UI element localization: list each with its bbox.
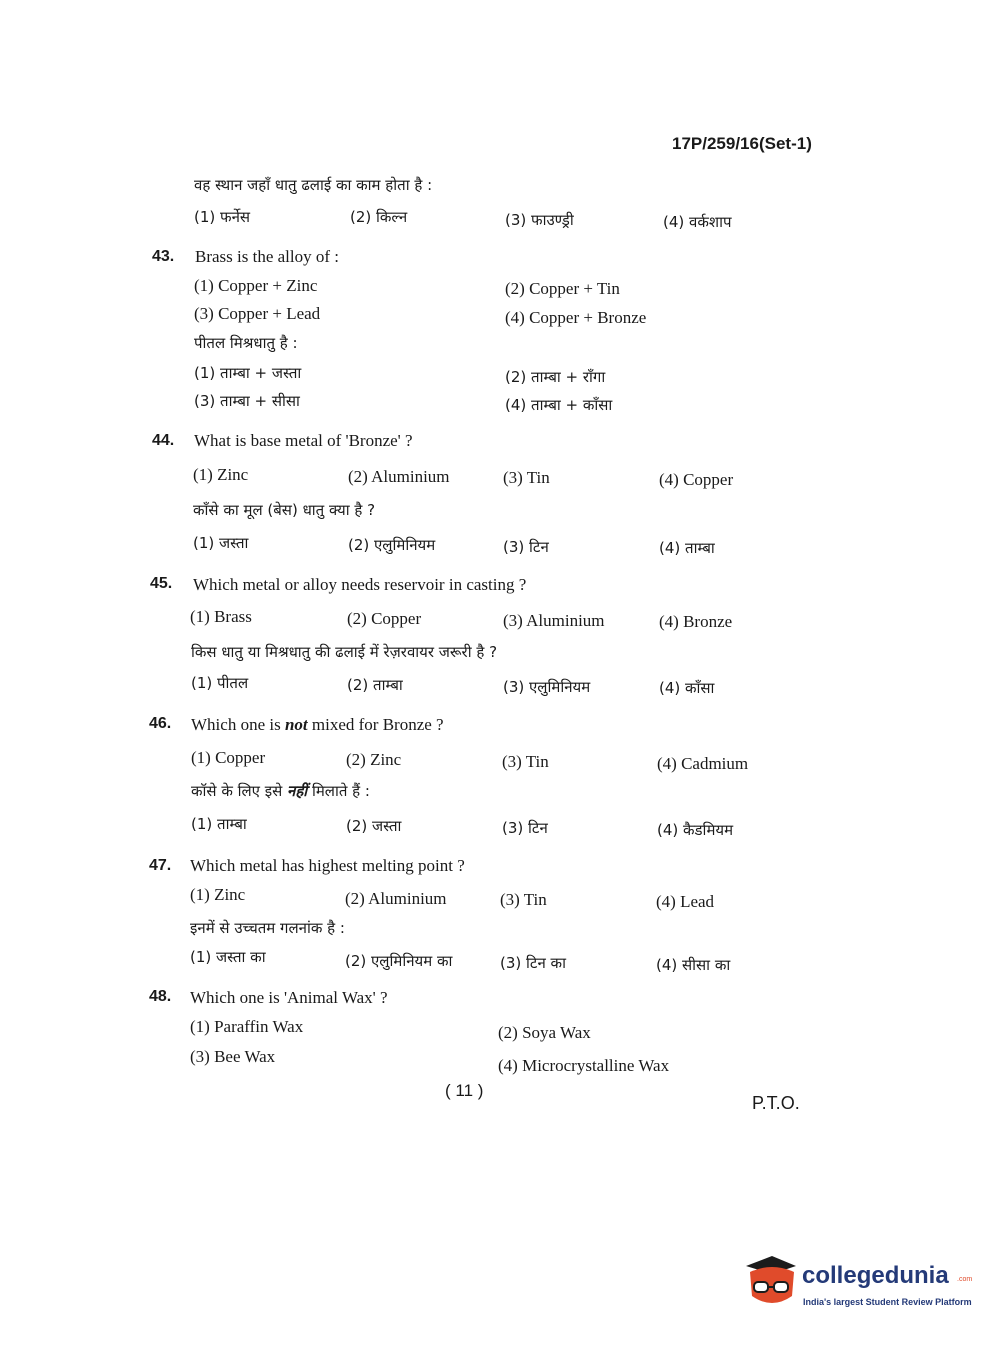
q47-hindi-text: इनमें से उच्चतम गलनांक है : <box>190 919 345 937</box>
q45-hindi-option-4: (4) काँसा <box>659 679 715 697</box>
q42-hindi-option-2: (2) किल्न <box>350 208 408 226</box>
q48-option-2: (2) Soya Wax <box>498 1023 591 1042</box>
q42-hindi-text: वह स्थान जहाँ धातु ढलाई का काम होता है : <box>194 176 433 194</box>
q45-hindi-text: किस धातु या मिश्रधातु की ढलाई में रेज़रवायर जरूरी है ? <box>191 643 498 661</box>
q43-hindi-option-2: (2) ताम्बा + राँगा <box>505 368 606 386</box>
watermark-suffix: .com <box>957 1276 973 1283</box>
q47-number: 47. <box>149 857 172 874</box>
q48-option-4: (4) Microcrystalline Wax <box>498 1056 670 1075</box>
q44-option-3: (3) Tin <box>503 468 550 487</box>
q44-option-2: (2) Aluminium <box>348 467 450 486</box>
q46-hindi-option-4: (4) कैडमियम <box>657 821 734 839</box>
q47-text: Which metal has highest melting point ? <box>190 856 465 875</box>
q43-hindi-option-4: (4) ताम्बा + काँसा <box>505 396 613 414</box>
q43-option-2: (2) Copper + Tin <box>505 279 620 298</box>
q46-option-3: (3) Tin <box>502 752 549 771</box>
q48-option-1: (1) Paraffin Wax <box>190 1017 304 1036</box>
q48-number: 48. <box>149 988 172 1005</box>
q47-hindi-option-2: (2) एलुमिनियम का <box>345 952 453 970</box>
q44-option-1: (1) Zinc <box>193 465 249 484</box>
q44-hindi-option-2: (2) एलुमिनियम <box>348 536 436 554</box>
q44-option-4: (4) Copper <box>659 470 734 489</box>
q44-hindi-option-4: (4) ताम्बा <box>659 539 715 557</box>
q43-option-4: (4) Copper + Bronze <box>505 308 647 327</box>
q42-hindi-option-1: (1) फर्नेस <box>194 208 251 226</box>
q46-number: 46. <box>149 715 172 732</box>
q43-option-1: (1) Copper + Zinc <box>194 276 318 295</box>
q46-option-2: (2) Zinc <box>346 750 402 769</box>
q46-emphasis: not <box>284 715 308 734</box>
q46-hindi-option-2: (2) जस्ता <box>346 817 402 835</box>
pto-label: P.T.O. <box>752 1093 800 1113</box>
q45-hindi-option-1: (1) पीतल <box>191 674 249 692</box>
q42-hindi-option-4: (4) वर्कशाप <box>663 213 732 231</box>
q42-hindi-option-3: (3) फाउण्ड्री <box>505 211 574 229</box>
paper-code: 17P/259/16(Set-1) <box>672 134 812 153</box>
q47-option-4: (4) Lead <box>656 892 715 911</box>
q44-hindi-text: काँसे का मूल (बेस) धातु क्या है ? <box>193 501 376 519</box>
q47-hindi-option-1: (1) जस्ता का <box>190 948 266 966</box>
q45-hindi-option-2: (2) ताम्बा <box>347 676 403 694</box>
q43-hindi-option-1: (1) ताम्बा + जस्ता <box>194 364 302 382</box>
q45-option-3: (3) Aluminium <box>503 611 605 630</box>
q46-hindi-option-3: (3) टिन <box>502 819 548 837</box>
q48-text: Which one is 'Animal Wax' ? <box>190 988 388 1007</box>
q47-option-1: (1) Zinc <box>190 885 246 904</box>
q45-hindi-option-3: (3) एलुमिनियम <box>503 678 591 696</box>
q44-text: What is base metal of 'Bronze' ? <box>194 431 413 450</box>
q44-hindi-option-3: (3) टिन <box>503 538 549 556</box>
q43-hindi-text: पीतल मिश्रधातु है : <box>194 334 298 352</box>
q45-option-4: (4) Bronze <box>659 612 733 631</box>
q45-option-1: (1) Brass <box>190 607 252 626</box>
q43-hindi-option-3: (3) ताम्बा + सीसा <box>194 392 300 410</box>
q46-hindi-text: कॉसे के लिए इसे नहीं मिलाते हैं : <box>191 782 370 800</box>
q48-option-3: (3) Bee Wax <box>190 1047 276 1066</box>
watermark-brand: collegedunia <box>802 1262 949 1289</box>
q47-option-3: (3) Tin <box>500 890 547 909</box>
q46-hindi-emphasis: नहीं <box>287 782 308 800</box>
q45-text: Which metal or alloy needs reservoir in casting ? <box>193 575 527 594</box>
q43-number: 43. <box>152 248 175 265</box>
q47-hindi-option-4: (4) सीसा का <box>656 956 731 974</box>
q43-text: Brass is the alloy of : <box>195 247 340 266</box>
watermark-tagline: India's largest Student Review Platform <box>803 1297 972 1307</box>
q44-hindi-option-1: (1) जस्ता <box>193 534 249 552</box>
q47-hindi-option-3: (3) टिन का <box>500 954 566 972</box>
q44-number: 44. <box>152 432 175 449</box>
page-number: ( 11 ) <box>445 1081 484 1100</box>
q45-number: 45. <box>150 575 173 592</box>
q46-option-1: (1) Copper <box>191 748 266 767</box>
q46-option-4: (4) Cadmium <box>657 754 749 773</box>
q46-text: Which one is not mixed for Bronze ? <box>191 715 444 734</box>
q46-hindi-option-1: (1) ताम्बा <box>191 815 247 833</box>
q45-option-2: (2) Copper <box>347 609 422 628</box>
q47-option-2: (2) Aluminium <box>345 889 447 908</box>
q43-option-3: (3) Copper + Lead <box>194 304 321 323</box>
